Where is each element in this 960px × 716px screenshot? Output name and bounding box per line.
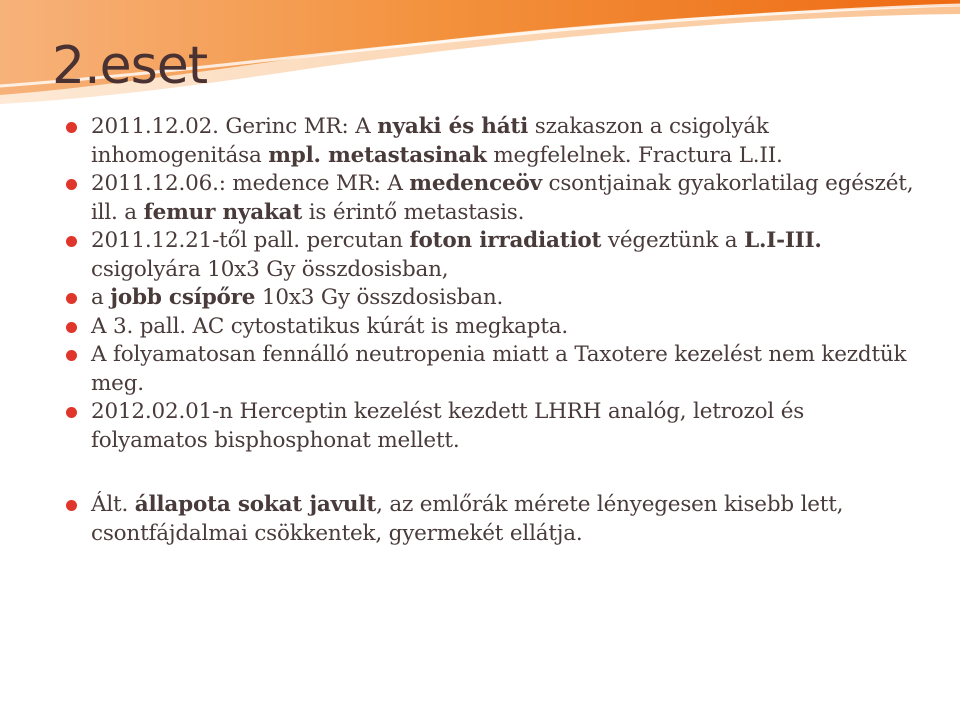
slide-title: 2.eset: [52, 36, 208, 96]
bullet-item: [64, 284, 924, 313]
bullet-text: szakaszon a csigolyák inhomogenitása: [91, 114, 769, 168]
bullet-text: is érintő metastasis.: [302, 199, 525, 225]
bullet-dot-icon: [66, 500, 77, 511]
bullet-text: 2012.02.01-n Herceptin kezelést kezdett LHRH analóg, letrozol és folyamatos bisphosphonat mellett.: [91, 399, 805, 453]
bullet-text: , az emlőrák mérete lényegesen kisebb lett, csontfájdalmai csökkentek, gyermekét ellátja.: [91, 492, 844, 546]
bullet-text-bold: mpl. metastasinak: [268, 142, 487, 168]
bullet-item: [64, 398, 924, 455]
bullet-text: Ált.: [91, 492, 135, 517]
bullet-text: 2011.12.21-től pall. percutan: [91, 228, 410, 253]
bullet-text-bold: medenceöv: [409, 171, 542, 196]
bullet-text: végeztünk a: [601, 228, 745, 253]
bullet-item: [64, 227, 924, 284]
bullet-dot-icon: [66, 293, 77, 304]
bullet-text: 2011.12.06.: medence MR: A: [91, 171, 410, 196]
bullet-text: a: [91, 285, 111, 310]
bullet-dot-icon: [66, 236, 77, 247]
bullet-text-bold: jobb csípőre: [110, 285, 256, 310]
bullet-item: [64, 341, 924, 398]
bullet-item: [64, 313, 924, 342]
bullet-text: megfelelnek. Fractura L.II.: [486, 142, 783, 168]
bullet-dot-icon: [66, 179, 77, 190]
bullet-text: A 3. pall. AC cytostatikus kúrát is megkapta.: [91, 313, 569, 339]
bullet-item: [64, 170, 924, 227]
bullet-dot-icon: [66, 350, 77, 361]
bullet-text-bold: L.I-III.: [744, 228, 822, 253]
bullet-dot-icon: [66, 407, 77, 418]
bullet-text: csontjainak gyakorlatilag egészét, ill. a: [91, 171, 914, 225]
bullet-text-bold: nyaki és háti: [377, 114, 529, 139]
bullet-text: 2011.12.02. Gerinc MR: A: [91, 114, 378, 139]
bullet-dot-icon: [66, 122, 77, 133]
bullet-item: [64, 491, 924, 548]
bullet-text-bold: foton irradiatiot: [409, 228, 602, 253]
bullet-dot-icon: [66, 322, 77, 333]
bullet-text: A folyamatosan fennálló neutropenia miatt a Taxotere kezelést nem kezdtük meg.: [91, 342, 907, 396]
bullet-list: [64, 113, 924, 548]
bullet-text: 10x3 Gy összdosisban.: [255, 285, 504, 310]
bullet-text-bold: femur nyakat: [143, 199, 303, 225]
bullet-text-bold: állapota sokat javult: [134, 492, 377, 517]
bullet-text: csigolyára 10x3 Gy összdosisban,: [91, 256, 449, 282]
bullet-item: [64, 113, 924, 170]
